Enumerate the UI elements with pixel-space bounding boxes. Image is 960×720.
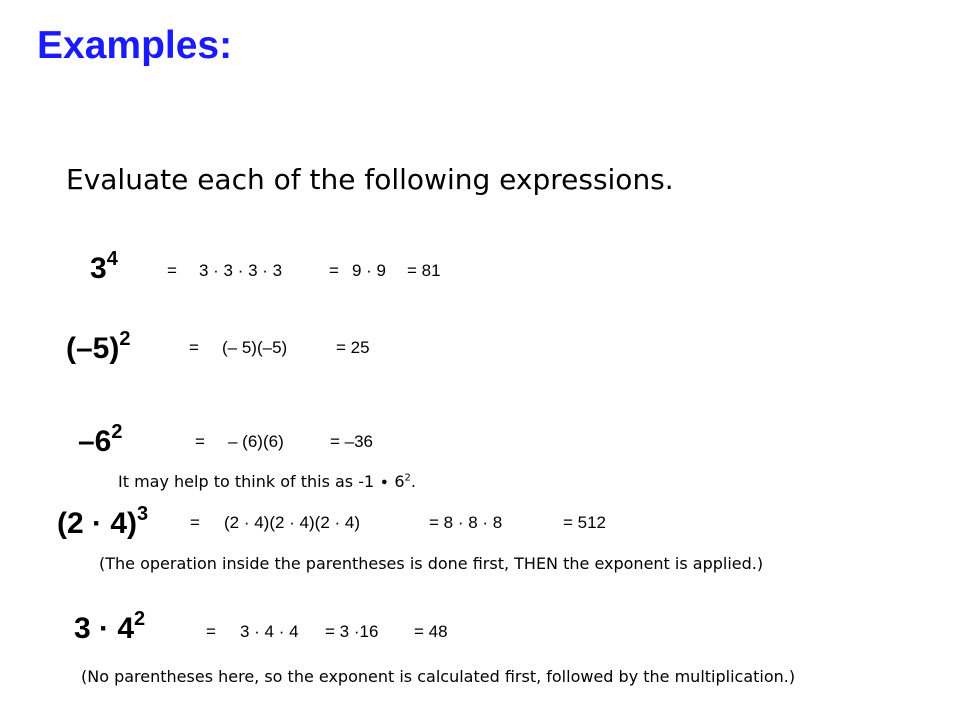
- expression-exponent: 4: [106, 248, 118, 270]
- step-intermediate: = 3 ·16: [325, 622, 379, 641]
- expression-1: [90, 250, 118, 286]
- step-result: = 81: [407, 261, 441, 280]
- step-equals: =: [167, 261, 177, 280]
- expression-exponent: 2: [119, 328, 131, 350]
- step-result: = 512: [563, 513, 607, 532]
- step-expansion: (– 5)(–5): [222, 338, 288, 357]
- expression-base: (–5): [66, 332, 120, 365]
- step-equals: =: [190, 513, 200, 532]
- step-expansion: (2 · 4)(2 · 4)(2 · 4): [224, 513, 361, 532]
- hint-exponent: 2: [404, 472, 411, 484]
- expression-exponent: 2: [134, 608, 146, 630]
- expression-base: (2 · 4): [57, 507, 138, 540]
- step-intermediate: = 8 · 8 · 8: [429, 513, 503, 532]
- step-expansion: 3 · 4 · 4: [240, 622, 299, 641]
- step-expansion: – (6)(6): [228, 432, 284, 451]
- step-result: = –36: [330, 432, 374, 451]
- instruction-text: Evaluate each of the following expressions.: [66, 163, 674, 196]
- explanation-note: (The operation inside the parentheses is done first, THEN the exponent is applied.): [99, 554, 764, 573]
- expression-exponent: 2: [111, 421, 123, 443]
- step-expansion: 3 · 3 · 3 · 3: [199, 261, 283, 280]
- hint-text: It may help to think of this as -1 ∙ 6: [118, 472, 405, 491]
- expression-5: [74, 610, 145, 646]
- expression-2: [66, 330, 130, 366]
- step-equals: =: [195, 432, 205, 451]
- expression-4: [57, 505, 148, 541]
- hint-period: .: [410, 472, 416, 491]
- expression-base: 3: [90, 252, 107, 285]
- expression-3: [78, 423, 123, 459]
- expression-exponent: 3: [137, 503, 149, 525]
- slide-title: Examples:: [37, 24, 233, 67]
- step-equals: =: [329, 261, 339, 280]
- explanation-note: (No parentheses here, so the exponent is calculated first, followed by the multiplication.): [81, 667, 796, 686]
- expression-base: 3 · 4: [74, 612, 135, 645]
- expression-base: –6: [78, 425, 112, 458]
- step-result: = 25: [336, 338, 370, 357]
- step-intermediate: 9 · 9: [352, 261, 387, 280]
- step-equals: =: [189, 338, 199, 357]
- step-result: = 48: [414, 622, 448, 641]
- hint-note: [118, 472, 416, 491]
- step-equals: =: [206, 622, 216, 641]
